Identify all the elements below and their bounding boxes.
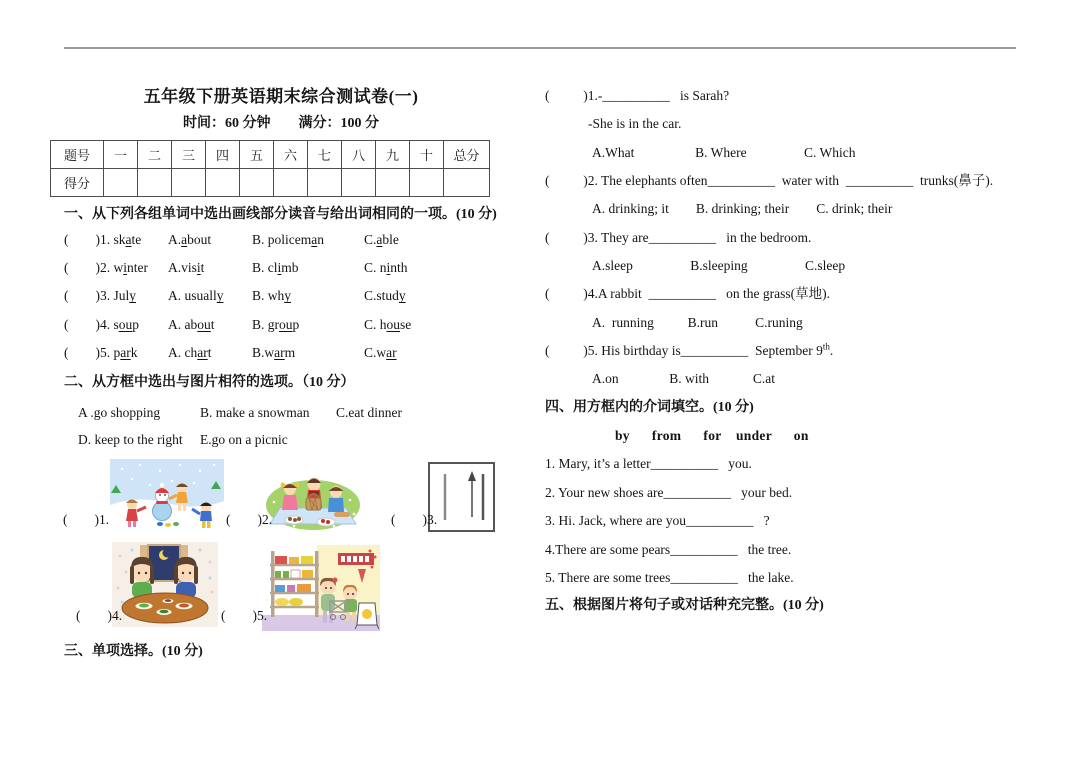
picture-option: C.eat dinner [336,404,402,420]
picture-options-row [78,399,510,427]
picture4-answer-label: ( )4. [76,608,123,623]
mcq-options-line: A.What B. Where C. Which [592,144,856,160]
phonics-c: C.able [364,232,399,248]
mcq-question-line: ( )1.-__________ is Sarah? [545,88,730,103]
phonics-c: C.study [364,288,406,304]
section3-heading: 三、单项选择。(10 分) [64,644,203,659]
score-body-cell [240,169,274,197]
score-body-cell [206,169,240,197]
right-column [545,82,1023,621]
picture1-answer-label: ( )1. [63,512,110,527]
phonics-item: ( )3. July [64,288,136,304]
phonics-b: B. why [252,288,292,304]
preposition-item: 4.There are some pears__________ the tree. [545,541,792,557]
phonics-b: B. policeman [252,232,324,248]
shopping-scene-illustration [262,545,380,631]
score-body-cell [376,169,410,197]
score-header-cell: 三 [172,141,206,169]
preposition-item: 1. Mary, it’s a letter__________ you. [545,456,752,472]
picnic-scene-illustration [264,458,362,532]
section4-items [545,450,1023,592]
phonics-item: ( )4. soup [64,316,139,332]
phonics-a: A. about [168,316,215,332]
score-header-cell: 五 [240,141,274,169]
picture3-answer-label: ( )3. [391,512,438,527]
mcq-question-line: ( )3. They are__________ in the bedroom. [545,229,812,245]
exam-meta: 时间：60 分钟 满分：100 分 [183,116,379,131]
mcq-question-line: ( )5. His birthday is__________ September 9th. [545,341,834,359]
score-body-cell [172,169,206,197]
score-body-cell [410,169,444,197]
score-header-row [51,141,490,169]
mcq-options-line: A. drinking; it B. drinking; their C. drink; their [592,201,893,217]
preposition-item: 5. There are some trees__________ the lake. [545,569,794,585]
score-header-cell: 四 [206,141,240,169]
mcq-question-line: -She is in the car. [588,116,682,132]
top-rule [64,47,1016,49]
score-header-cell: 总分 [444,141,490,169]
phonics-a: A.about [168,232,212,248]
score-body-cell [342,169,376,197]
score-header-cell: 九 [376,141,410,169]
score-body-cell: 得分 [51,169,104,197]
preposition-item: 2. Your new shoes are__________ your bed. [545,484,793,500]
phonics-c: C. house [364,316,412,332]
score-header-cell: 一 [104,141,138,169]
phonics-item: ( )1. skate [64,232,142,248]
score-header-cell: 二 [138,141,172,169]
picture-option: B. make a snowman [200,404,310,420]
score-body-cell [274,169,308,197]
mcq-options-line: A.on B. with C.at [592,371,776,387]
section4-word-bank: by from for under on [615,428,809,444]
phonics-b: B. climb [252,260,299,276]
phonics-item: ( )2. winter [64,260,149,276]
picture5-answer-label: ( )5. [221,608,268,623]
mcq-options-line: A.sleep B.sleeping C.sleep [592,258,846,274]
score-header-cell: 十 [410,141,444,169]
phonics-row [64,226,514,254]
picture-option: D. keep to the right [78,432,183,448]
snowman-scene-illustration [110,459,224,531]
picture-options-row [78,427,510,455]
mcq-options-line: A. running B.run C.runing [592,314,803,330]
section1-heading: 一、从下列各组单词中选出画线部分读音与给出词相同的一项。(10 分) [64,207,497,222]
page-title: 五年级下册英语期末综合测试卷(一) [143,87,419,106]
section5-heading: 五、根据图片将句子或对话种充完整。(10 分) [545,598,824,614]
phonics-b: B. group [252,316,300,332]
preposition-item: 3. Hi. Jack, where are you__________ ? [545,513,770,529]
section2-heading: 二、从方框中选出与图片相符的选项。（10 分） [64,375,355,390]
phonics-a: A.visit [168,260,205,276]
phonics-row [64,311,514,339]
phonics-row [64,339,514,367]
score-header-cell: 七 [308,141,342,169]
score-body-cell [138,169,172,197]
keep-right-sign-illustration [428,462,495,532]
phonics-a: A. usually [168,288,224,304]
section1-rows [64,226,514,367]
picture-option: E.go on a picnic [200,432,288,448]
section2-options [78,399,510,454]
phonics-a: A. chart [168,344,212,360]
score-body-cell [104,169,138,197]
phonics-c: C. ninth [364,260,408,276]
section3-questions [545,82,1023,394]
score-header-cell: 八 [342,141,376,169]
dinner-scene-illustration [112,542,218,627]
section4-heading: 四、用方框内的介词填空。(10 分) [545,399,754,415]
mcq-question-line: ( )2. The elephants often__________ water with __________ trunks(鼻子). [545,173,994,189]
score-table [50,140,490,197]
picture2-answer-label: ( )2. [226,512,273,527]
phonics-item: ( )5. park [64,344,138,360]
score-body-row [51,169,490,197]
score-header-cell: 六 [274,141,308,169]
phonics-c: C.war [364,344,397,360]
score-body-cell [444,169,490,197]
phonics-row [64,282,514,310]
mcq-question-line: ( )4.A rabbit __________ on the grass(草地). [545,286,830,302]
score-body-cell [308,169,342,197]
score-header-cell: 题号 [51,141,104,169]
phonics-row [64,254,514,282]
phonics-b: B.warm [252,344,296,360]
picture-option: A .go shopping [78,404,161,420]
